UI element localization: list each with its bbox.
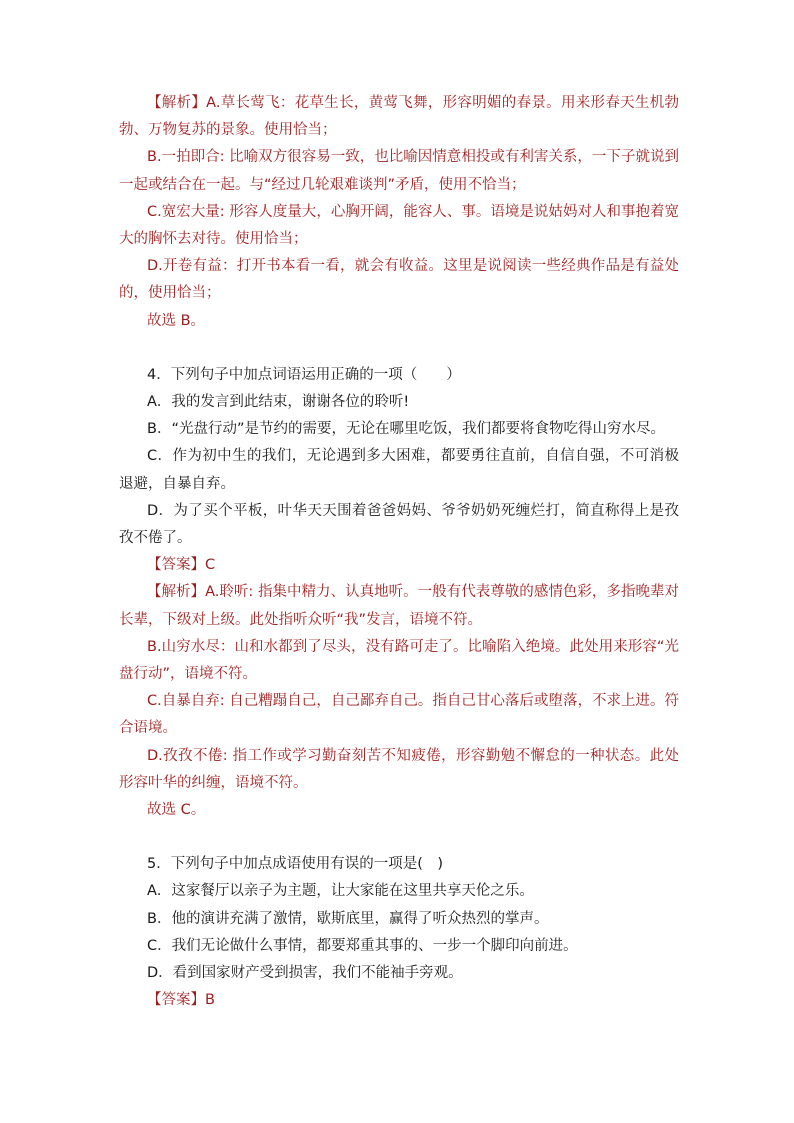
answer-value: B xyxy=(205,992,215,1009)
q5-option-a: A．这家餐厅以亲子为主题，让大家能在这里共享天伦之乐。 xyxy=(147,883,534,900)
answer-value: C xyxy=(205,557,216,574)
spacer xyxy=(119,824,679,851)
q4-option-d: D．为了买个平板，叶华天天围着爸爸妈妈、爷爷奶奶死缠烂打，简直称得上是孜孜不倦了。 xyxy=(119,502,679,547)
q5-stem: 5．下列句子中加点成语使用有误的一项是( ) xyxy=(147,856,444,873)
analysis-tag: 【解析】 xyxy=(147,584,206,601)
q5-option-d: D．看到国家财产受到损害，我们不能袖手旁观。 xyxy=(147,965,463,982)
q4-conclusion: 故选 C。 xyxy=(147,802,206,819)
prev-analysis-d: D.开卷有益：打开书本看一看，就会有收益。这里是说阅读一些经典作品是有益处的，使用恰当； xyxy=(119,258,679,302)
q4-analysis-d: D.孜孜不倦: 指工作或学习勤奋刻苦不知疲倦，形容勤勉不懈怠的一种状态。此处形容叶华的纠缠，语境不符。 xyxy=(119,747,679,791)
q4-option-b: B．“光盘行动”是节约的需要，无论在哪里吃饭，我们都要将食物吃得山穷水尽。 xyxy=(147,421,665,438)
q4-option-c: C．作为初中生的我们，无论遇到多大困难，都要勇往直前，自信自强，不可消极退避，自暴自弃。 xyxy=(119,448,679,492)
q4-analysis-c: C.自暴自弃: 自己糟蹋自己，自己鄙弃自己。指自己甘心落后或堕落，不求上进。符合语境。 xyxy=(119,693,679,737)
prev-analysis-c: C.宽宏大量: 形容人度量大，心胸开阔，能容人、事。语境是说姑妈对人和事抱着宽大的胸怀去对待。使用恰当； xyxy=(119,203,679,248)
q4-analysis-b: B.山穷水尽：山和水都到了尽头，没有路可走了。比喻陷入绝境。此处用来形容“光盘行动”，语境不符。 xyxy=(119,638,679,683)
q5-option-c: C．我们无论做什么事情，都要郑重其事的、一步一个脚印向前进。 xyxy=(147,937,578,954)
q5-answer xyxy=(119,987,679,1014)
prev-conclusion: 故选 B。 xyxy=(147,312,206,329)
analysis-tag: 【解析】 xyxy=(147,95,207,111)
q4-answer xyxy=(119,552,679,579)
q4-stem: 4．下列句子中加点词语运用正确的一项（ ） xyxy=(147,366,461,383)
answer-tag: 【答案】 xyxy=(147,557,205,574)
q5-option-b: B．他的演讲充满了激情，歇斯底里，赢得了听众热烈的掌声。 xyxy=(147,910,549,927)
prev-analysis-b: B.一拍即合: 比喻双方很容易一致，也比喻因情意相投或有利害关系，一下子就说到一起或结合在一起。与“经过几轮艰难谈判”矛盾，使用不恰当； xyxy=(119,149,679,193)
document-page xyxy=(119,90,679,1015)
q4-option-a: A．我的发言到此结束，谢谢各位的聆听! xyxy=(147,394,410,411)
prev-analysis-a: 【解析】A.草长莺飞：花草生长，黄莺飞舞，形容明媚的春景。用来形春天生机勃勃、万物复苏的景象。使用恰当； xyxy=(119,95,679,139)
answer-tag: 【答案】 xyxy=(147,992,205,1009)
q4-analysis-a: 【解析】A.聆听: 指集中精力、认真地听。一般有代表尊敬的感情色彩，多指晚辈对长辈，下级对上级。此处指听众听“我”发言，语境不符。 xyxy=(119,584,680,628)
spacer xyxy=(119,335,679,362)
